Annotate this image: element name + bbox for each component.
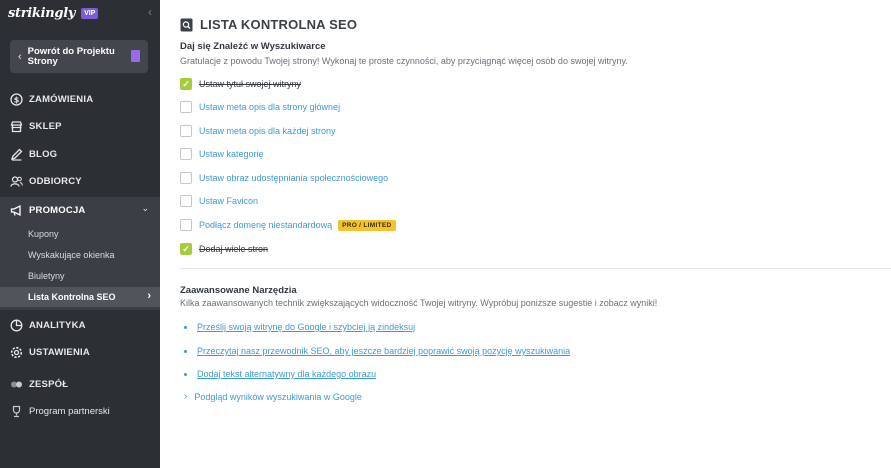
back-to-project-button[interactable] [10,40,148,73]
sidebar-subitem-label: Lista Kontrolna SEO [28,292,116,302]
vip-badge: VIP [81,8,98,19]
checklist-item[interactable] [180,147,264,161]
page-title: LISTA KONTROLNA SEO [200,17,358,32]
sidebar-item-orders[interactable] [0,86,160,113]
bullet-icon [184,326,187,329]
pro-limited-badge: PRO / LIMITED [338,220,395,231]
checklist-item-link[interactable]: Ustaw meta opis dla strony głównej [199,102,341,112]
checklist-item[interactable] [180,171,388,185]
main-content [160,0,891,468]
google-preview-label: Podgląd wyników wyszukiwania w Google [194,391,362,402]
sidebar-item-label: ZESPÓŁ [29,379,69,390]
strikingly-logo[interactable]: strikingly [8,5,76,21]
section-description: Gratulacje z powodu Twojej strony! Wykonaj te proste czynności, aby przyciągnąć więcej osób do swojej witryny. [180,56,628,66]
checklist-item[interactable] [180,100,340,114]
sidebar-item-team[interactable] [0,371,160,398]
google-preview-toggle[interactable] [184,391,362,402]
logo-row [8,5,98,21]
people-icon [10,175,23,188]
bullet-icon [184,350,187,353]
pie-chart-icon [10,319,23,332]
sidebar-subitem-seo-checklist[interactable] [0,287,160,307]
collapse-sidebar-icon[interactable]: ‹ [148,5,152,19]
checklist-item[interactable] [180,218,396,232]
page-icon [131,50,140,62]
sidebar-item-promotion[interactable] [0,197,160,224]
section-divider [180,268,891,269]
checklist-item[interactable] [180,242,268,256]
checklist-item-link[interactable]: Ustaw kategorię [199,149,264,159]
sidebar-item-label: Program partnerski [29,406,110,417]
sidebar-item-label: USTAWIENIA [29,347,90,358]
section-heading: Daj się Znaleźć w Wyszukiwarce [180,41,326,52]
checklist-item-label: Ustaw tytuł swojej witryny [199,79,302,89]
list-item [184,320,415,334]
seo-checklist-icon [180,18,193,32]
checkbox-checked[interactable]: ✓ [180,78,192,90]
checkbox[interactable] [180,101,192,113]
pen-icon [10,148,23,161]
sidebar-subitem-newsletters[interactable]: Biuletyny [28,271,65,281]
section-heading: Zaawansowane Narzędzia [180,285,297,296]
chevron-right-icon: › [147,290,151,302]
dollar-circle-icon [10,93,23,106]
svg-text:$: $ [13,95,20,105]
chevron-right-icon: › [184,391,188,402]
checklist-item-link[interactable]: Podłącz domenę niestandardową [199,220,333,230]
checklist-item[interactable] [180,194,258,208]
promotion-section [0,197,160,310]
checklist-item-link[interactable]: Ustaw obraz udostępniania społecznościowego [199,173,389,183]
store-icon [10,120,23,133]
section-description: Kilka zaawansowanych technik zwiększających widoczność Twojej witryny. Wypróbuj poniższe sugestie i zobacz wyniki! [180,298,658,308]
sidebar-item-label: ANALITYKA [29,320,86,331]
gear-icon [10,346,23,359]
checkbox[interactable] [180,148,192,160]
checklist-item-link[interactable]: Ustaw Favicon [199,196,259,206]
sidebar-item-label: PROMOCJA [29,205,86,216]
sidebar-subitem-coupons[interactable]: Kupony [28,229,59,239]
alt-text-link[interactable]: Dodaj tekst alternatywny dla każdego obrazu [197,369,377,379]
checklist-item[interactable] [180,77,301,91]
checkbox[interactable] [180,125,192,137]
checklist-item[interactable] [180,124,336,138]
seo-guide-link[interactable]: Przeczytaj nasz przewodnik SEO, aby jeszcze bardziej poprawić swoją pozycję wyszukiwania [197,346,571,356]
sidebar-item-partner-program[interactable] [0,398,160,425]
list-item [184,344,570,358]
sidebar [0,0,160,468]
checklist-item-label: Dodaj wiele stron [199,244,269,254]
sidebar-item-analytics[interactable] [0,312,160,339]
checkbox[interactable] [180,195,192,207]
page-header [180,17,357,32]
sidebar-item-audience[interactable] [0,168,160,195]
checkbox[interactable] [180,172,192,184]
sidebar-item-blog[interactable] [0,141,160,168]
megaphone-icon [10,204,23,217]
sidebar-item-store[interactable] [0,113,160,140]
submit-to-google-link[interactable]: Prześlij swoją witrynę do Google i szybciej ją zindeksuj [197,322,416,332]
trophy-icon [10,405,23,418]
chevron-left-icon: ‹ [18,50,22,63]
sidebar-item-label: SKLEP [29,121,62,132]
sidebar-subitem-popups[interactable]: Wyskakujące okienka [28,250,115,260]
checklist-item-link[interactable]: Ustaw meta opis dla każdej strony [199,126,336,136]
sidebar-item-settings[interactable] [0,339,160,366]
team-icon [10,378,23,391]
list-item [184,367,376,381]
checkbox-checked[interactable]: ✓ [180,243,192,255]
back-button-label: Powrót do Projektu Strony [27,45,115,67]
chevron-down-icon: ⌄ [141,203,149,213]
sidebar-item-label: ZAMÓWIENIA [29,94,94,105]
bullet-icon [184,373,187,376]
checkbox[interactable] [180,219,192,231]
sidebar-item-label: BLOG [29,149,58,160]
sidebar-item-label: ODBIORCY [29,176,82,187]
